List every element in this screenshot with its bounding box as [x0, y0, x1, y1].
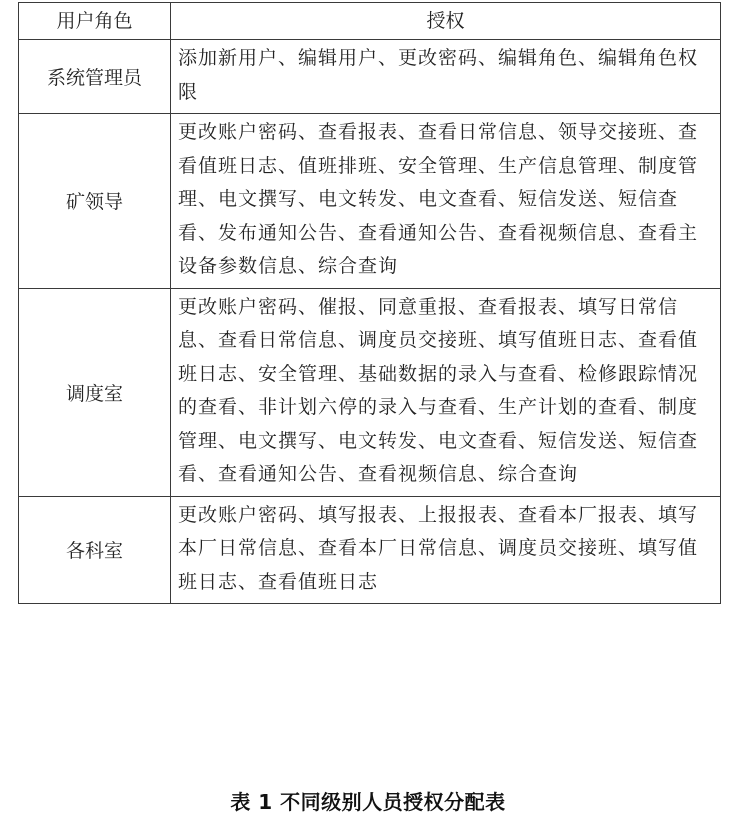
header-user-role: 用户角色 [19, 3, 171, 40]
permission-table-container [18, 2, 720, 604]
permissions-cell: 更改账户密码、查看报表、查看日常信息、领导交接班、查看值班日志、值班排班、安全管理、生产信息管理、制度管理、电文撰写、电文转发、电文查看、短信发送、短信查看、发布通知公告、查看通知公告、查看视频信息、查看主设备参数信息、综合查询 [171, 114, 721, 289]
table-row-system-admin [19, 40, 721, 114]
table-caption: 表 1 不同级别人员授权分配表 [230, 790, 506, 814]
role-cell: 调度室 [19, 288, 171, 496]
role-cell: 各科室 [19, 496, 171, 604]
table-row-mine-leader [19, 114, 721, 289]
header-permissions: 授权 [171, 3, 721, 40]
permissions-cell: 添加新用户、编辑用户、更改密码、编辑角色、编辑角色权限 [171, 40, 721, 114]
table-row-dispatch-room [19, 288, 721, 496]
table-header-row [19, 3, 721, 40]
permission-table [18, 2, 721, 604]
table-row-departments [19, 496, 721, 604]
permissions-cell: 更改账户密码、催报、同意重报、查看报表、填写日常信息、查看日常信息、调度员交接班、填写值班日志、查看值班日志、安全管理、基础数据的录入与查看、检修跟踪情况的查看、非计划六停的录入与查看、生产计划的查看、制度管理、电文撰写、电文转发、电文查看、短信发送、短信查看、查看通知公告、查看视频信息、综合查询 [171, 288, 721, 496]
permissions-cell: 更改账户密码、填写报表、上报报表、查看本厂报表、填写本厂日常信息、查看本厂日常信息、调度员交接班、填写值班日志、查看值班日志 [171, 496, 721, 604]
role-cell: 矿领导 [19, 114, 171, 289]
role-cell: 系统管理员 [19, 40, 171, 114]
